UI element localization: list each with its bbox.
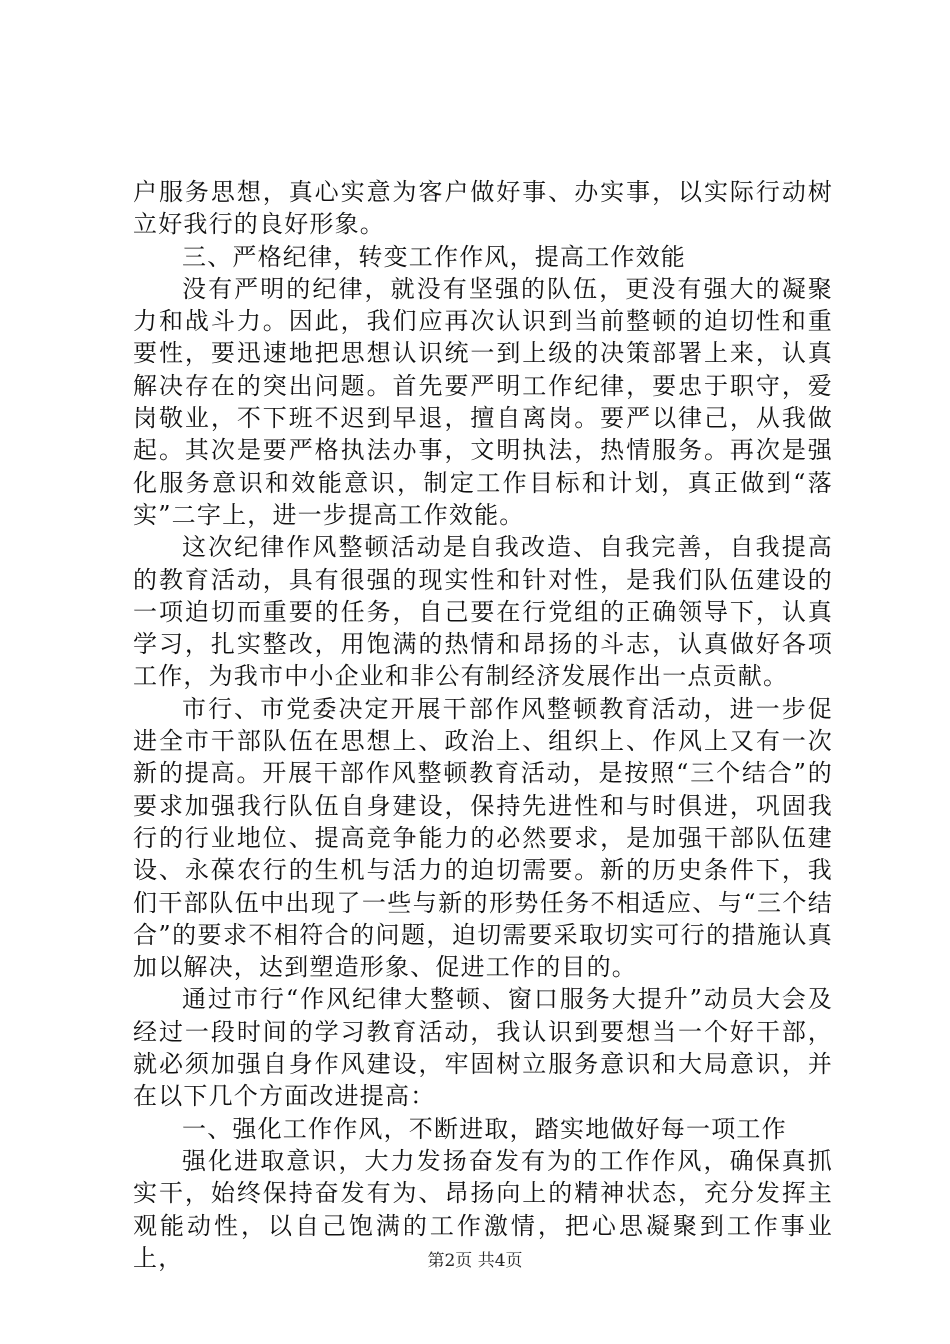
page-number-footer: 第2页 共4页 xyxy=(427,1251,523,1271)
paragraph-5: 通过市行“作风纪律大整顿、窗口服务大提升”动员大会及经过一段时间的学习教育活动，我认识到要想当一个好干部，就必须加强自身作风建设，牢固树立服务意识和大局意识，并在以下几个方面改进提高： xyxy=(133,985,833,1111)
section-heading-3: 三、严格纪律，转变工作作风，提高工作效能 xyxy=(182,242,686,271)
section-heading-1: 一、强化工作作风，不断进取，踏实地做好每一项工作 xyxy=(182,1114,787,1143)
paragraph-6: 强化进取意识，大力发扬奋发有为的工作作风，确保真抓实干，始终保持奋发有为、昂扬向上的精神状态，充分发挥主观能动性，以自己饱满的工作激情，把心思凝聚到工作事业上， xyxy=(133,1146,833,1272)
paragraph-3: 这次纪律作风整顿活动是自我改造、自我完善，自我提高的教育活动，具有很强的现实性和针对性，是我们队伍建设的一项迫切而重要的任务，自己要在行党组的正确领导下，认真学习，扎实整改，用饱满的热情和昂扬的斗志，认真做好各项工作，为我市中小企业和非公有制经济发展作出一点贡献。 xyxy=(133,533,833,691)
paragraph-1: 户服务思想，真心实意为客户做好事、办实事，以实际行动树立好我行的良好形象。 xyxy=(133,178,833,239)
paragraph-4: 市行、市党委决定开展干部作风整顿教育活动，进一步促进全市干部队伍在思想上、政治上、组织上、作风上又有一次新的提高。开展干部作风整顿教育活动，是按照“三个结合”的要求加强我行队伍自身建设，保持先进性和与时俱进，巩固我行的行业地位、提高竞争能力的必然要求，是加强干部队伍建设、永葆农行的生机与活力的迫切需要。新的历史条件下，我们干部队伍中出现了一些与新的形势任务不相适应、与“三个结合”的要求不相符合的问题，迫切需要采取切实可行的措施认真加以解决，达到塑造形象、促进工作的目的。 xyxy=(133,694,833,982)
paragraph-2: 没有严明的纪律，就没有坚强的队伍，更没有强大的凝聚力和战斗力。因此，我们应再次认识到当前整顿的迫切性和重要性，要迅速地把思想认识统一到上级的决策部署上来，认真解决存在的突出问题。首先要严明工作纪律，要忠于职守，爱岗敬业，不下班不迟到早退，擅自离岗。要严以律己，从我做起。其次是要严格执法办事，文明执法，热情服务。再次是强化服务意识和效能意识，制定工作目标和计划，真正做到“落实”二字上，进一步提高工作效能。 xyxy=(133,274,833,529)
document-body xyxy=(133,176,833,1274)
